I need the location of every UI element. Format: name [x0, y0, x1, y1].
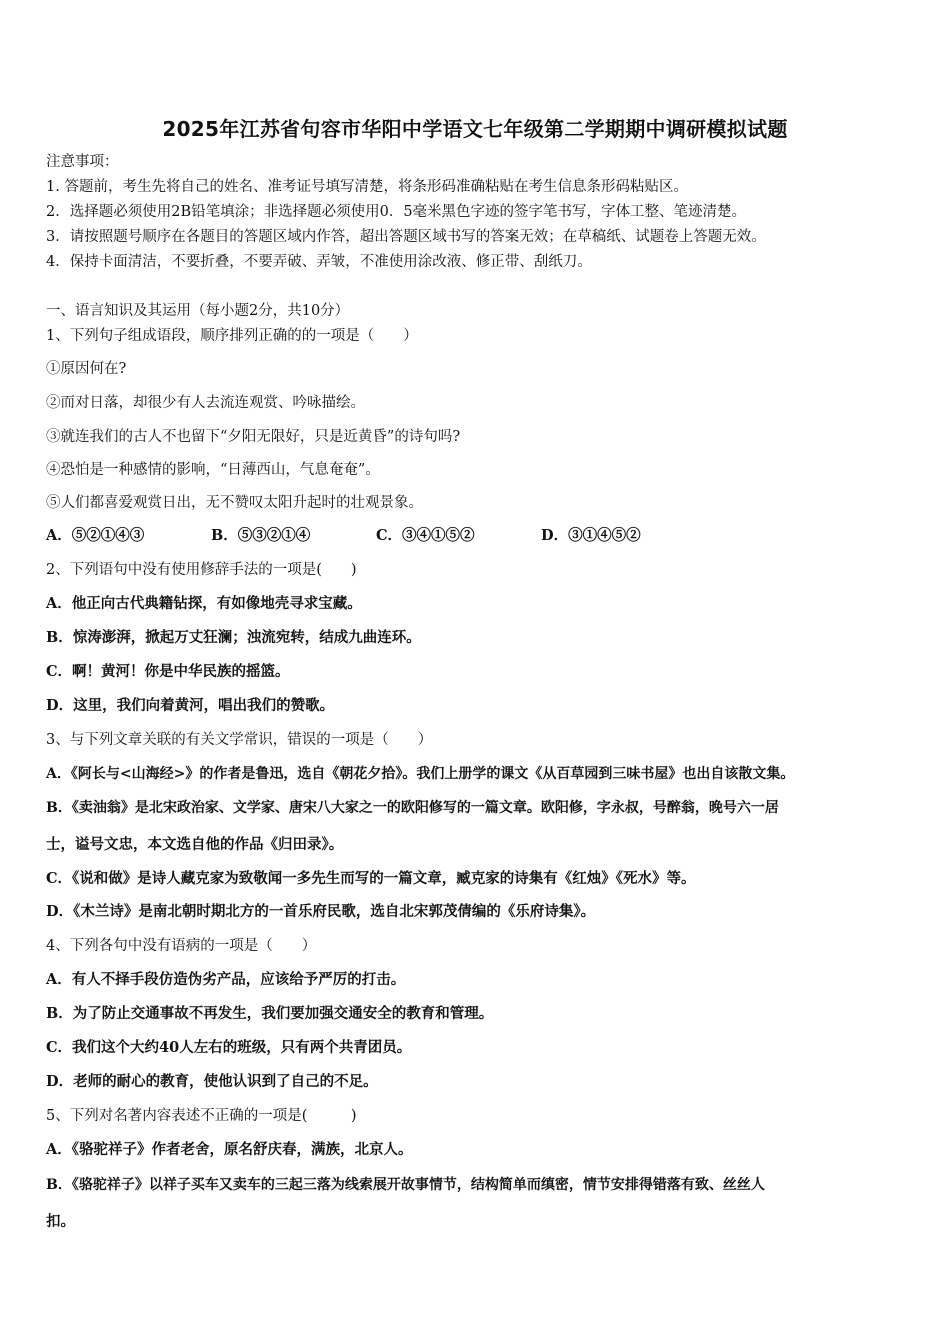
q5-option-b-cont: 扣。 — [46, 1213, 75, 1230]
q2-option-d: D．这里，我们向着黄河，唱出我们的赞歌。 — [46, 697, 335, 714]
q1-sentence: ①原因何在? — [46, 361, 127, 377]
q1-option-c: C．③④①⑤② — [376, 527, 475, 544]
q4-option-d: D．老师的耐心的教育，使他认识到了自己的不足。 — [46, 1073, 378, 1090]
q5-option-b: B．《骆驼祥子》以祥子买车又卖车的三起三落为线索展开故事情节，结构简单而缜密，情节安排得错落有致、丝丝人 — [46, 1177, 765, 1193]
question-5-stem: 5、下列对名著内容表述不正确的一项是( ) — [46, 1108, 357, 1124]
q1-sentence: ④恐怕是一种感情的影响，“日薄西山，气息奄奄”。 — [46, 462, 380, 478]
q1-option-a: A．⑤②①④③ — [46, 527, 145, 544]
section-heading: 一、语言知识及其运用（每小题2分，共10分） — [46, 303, 350, 319]
q2-option-a: A．他正向古代典籍钻探，有如像地壳寻求宝藏。 — [46, 595, 362, 612]
q4-option-c: C．我们这个大约40人左右的班级，只有两个共青团员。 — [46, 1039, 412, 1056]
q1-options — [46, 526, 641, 546]
q3-option-b-cont: 士，谥号文忠，本文选自他的作品《归田录》。 — [46, 836, 344, 853]
q1-sentence: ③就连我们的古人不也留下“夕阳无限好，只是近黄昏”的诗句吗? — [46, 429, 461, 445]
q3-option-d: D．《木兰诗》是南北朝时期北方的一首乐府民歌，选自北宋郭茂倩编的《乐府诗集》。 — [46, 903, 596, 920]
q3-option-a: A．《阿长与<山海经>》的作者是鲁迅，选自《朝花夕拾》。我们上册学的课文《从百草园到三味书屋》也出自该散文集。 — [46, 766, 795, 782]
q3-option-c: C．《说和做》是诗人藏克家为致敬闻一多先生而写的一篇文章，臧克家的诗集有《红烛》《死水》等。 — [46, 870, 696, 887]
q4-option-b: B．为了防止交通事故不再发生，我们要加强交通安全的教育和管理。 — [46, 1005, 494, 1022]
notice-item: 3．请按照题号顺序在各题目的答题区域内作答，超出答题区域书写的答案无效；在草稿纸、试题卷上答题无效。 — [46, 229, 766, 245]
q2-option-b: B．惊涛澎湃，掀起万丈狂澜；浊流宛转，结成九曲连环。 — [46, 629, 421, 646]
q2-option-c: C．啊！黄河！你是中华民族的摇篮。 — [46, 663, 290, 680]
notice-heading: 注意事项： — [46, 154, 119, 170]
notice-item: 1. 答题前，考生先将自己的姓名、准考证号填写清楚，将条形码准确粘贴在考生信息条形码粘贴区。 — [46, 179, 688, 195]
q1-option-d: D．③①④⑤② — [541, 527, 641, 544]
notice-item: 4．保持卡面清洁，不要折叠，不要弄破、弄皱，不准使用涂改液、修正带、刮纸刀。 — [46, 254, 592, 270]
question-2-stem: 2、下列语句中没有使用修辞手法的一项是( ) — [46, 562, 357, 578]
q4-option-a: A．有人不择手段仿造伪劣产品，应该给予严厉的打击。 — [46, 971, 406, 988]
q1-sentence: ②而对日落，却很少有人去流连观赏、吟咏描绘。 — [46, 395, 365, 411]
question-4-stem: 4、下列各句中没有语病的一项是（ ） — [46, 938, 317, 954]
q3-option-b: B．《卖油翁》是北宋政治家、文学家、唐宋八大家之一的欧阳修写的一篇文章。欧阳修，字永叔，号醉翁，晚号六一居 — [46, 800, 779, 816]
q5-option-a: A．《骆驼祥子》作者老舍，原名舒庆春，满族，北京人。 — [46, 1141, 413, 1158]
page-title: 2025年江苏省句容市华阳中学语文七年级第二学期期中调研模拟试题 — [162, 117, 788, 141]
q1-option-b: B．⑤③②①④ — [211, 527, 311, 544]
question-3-stem: 3、与下列文章关联的有关文学常识，错误的一项是（ ） — [46, 732, 433, 748]
question-1-stem: 1、下列句子组成语段，顺序排列正确的的一项是（ ） — [46, 328, 418, 344]
q1-sentence: ⑤人们都喜爱观赏日出，无不赞叹太阳升起时的壮观景象。 — [46, 495, 423, 511]
notice-item: 2．选择题必须使用2B铅笔填涂；非选择题必须使用0．5毫米黑色字迹的签字笔书写，字体工整、笔迹清楚。 — [46, 204, 747, 220]
